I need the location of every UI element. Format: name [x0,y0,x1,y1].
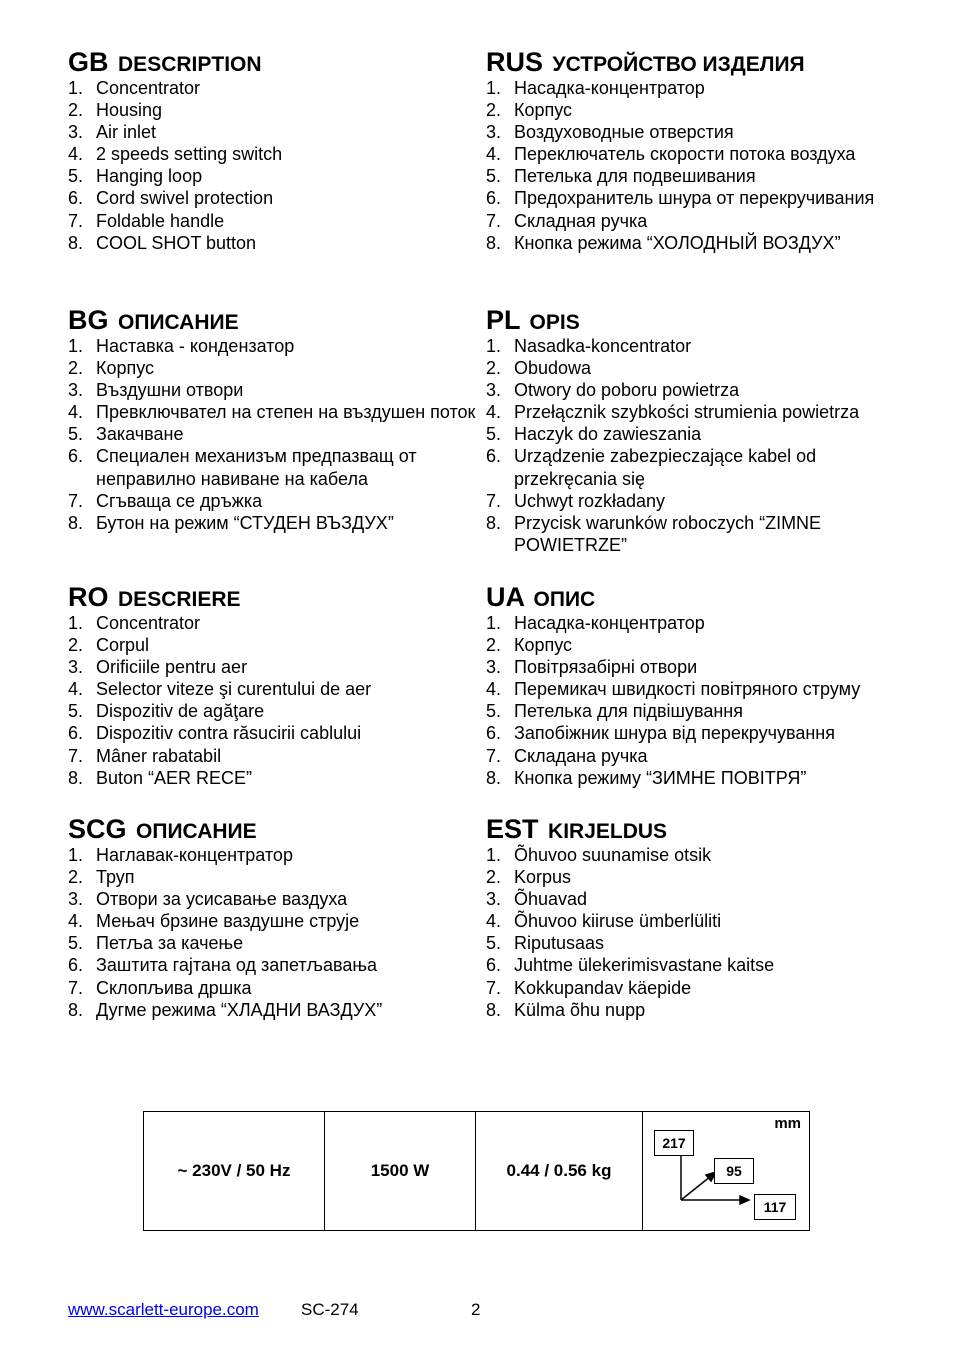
item-text: Selector viteze şi curentului de aer [96,679,372,700]
section-est [486,814,906,1021]
weight-cell: 0.44 / 0.56 kg [476,1112,643,1231]
section-pl [486,305,906,556]
list-item [68,99,488,121]
item-text: Dispozitiv contra răsucirii cablului [96,723,362,744]
item-text: Riputusaas [514,933,605,954]
item-number: 5. [486,166,502,187]
item-number: 7. [486,490,502,511]
item-text: Петелька для подвешивания [514,166,756,187]
list-item [68,232,488,254]
dimension-width: 117 [754,1194,796,1220]
dimension-unit: mm [774,1115,801,1132]
section-title: GB DESCRIPTION [68,47,262,77]
list-item [68,700,488,722]
item-text: Сгъваща се дръжка [96,490,263,511]
item-number: 8. [486,512,502,533]
item-number: 7. [486,210,502,231]
list-item [486,165,906,187]
item-text: Насадка-концентратор [514,78,705,98]
item-number: 6. [68,188,84,209]
item-number: 5. [486,701,502,722]
item-number: 4. [68,402,84,423]
item-number: 8. [68,999,84,1020]
list-item [68,977,488,999]
list-item [486,512,906,556]
item-number: 8. [68,232,84,253]
item-text: Закачване [96,424,184,445]
item-text: Кнопка режиму “ЗИМНЕ ПОВІТРЯ” [514,767,807,788]
item-number: 5. [486,424,502,445]
item-number: 1. [68,78,84,98]
list-item [68,844,488,866]
item-list [486,612,906,789]
dimension-depth: 95 [714,1158,754,1184]
item-number: 8. [486,767,502,788]
item-text: Hanging loop [96,166,203,187]
item-number: 8. [486,999,502,1020]
list-item [68,656,488,678]
list-item [486,932,906,954]
list-item [486,445,906,489]
item-number: 6. [486,188,502,209]
item-text: Uchwyt rozkładany [514,490,666,511]
item-number: 6. [68,955,84,976]
item-text: Corpul [96,635,150,656]
item-number: 2. [68,635,84,656]
item-number: 4. [486,911,502,932]
item-number: 7. [486,745,502,766]
list-item [486,634,906,656]
item-text: Urządzenie zabezpieczające kabel od przekręcania się [514,446,817,489]
list-item [486,423,906,445]
item-number: 7. [486,977,502,998]
item-text: Dispozitiv de agăţare [96,701,265,722]
item-number: 2. [68,358,84,379]
list-item [486,232,906,254]
item-number: 3. [486,657,502,678]
item-number: 7. [68,210,84,231]
list-item [486,77,906,99]
list-item [68,722,488,744]
list-item [486,187,906,209]
item-text: Предохранитель шнура от перекручивания [514,188,875,209]
item-text: Петелька для підвішування [514,701,743,722]
item-text: Складана ручка [514,745,648,766]
power-cell: 1500 W [325,1112,476,1231]
item-text: Otwory do poboru powietrza [514,380,740,401]
item-number: 6. [68,446,84,467]
item-number: 1. [486,336,502,356]
list-item [486,888,906,910]
item-number: 1. [486,613,502,633]
item-list [486,335,906,556]
item-text: Воздуховодные отверстия [514,122,734,143]
item-text: Õhuavad [514,889,588,910]
item-list [486,77,906,254]
list-item [486,678,906,700]
item-number: 7. [68,977,84,998]
item-number: 3. [68,889,84,910]
item-number: 4. [68,911,84,932]
item-number: 3. [68,657,84,678]
list-item [68,335,488,357]
list-item [68,954,488,976]
item-number: 4. [68,679,84,700]
item-list [68,77,488,254]
item-text: Бутон на режим “СТУДЕН ВЪЗДУХ” [96,512,394,533]
item-text: Заштита гајтана од запетљавања [96,955,377,976]
list-item [68,490,488,512]
item-number: 6. [486,955,502,976]
item-number: 4. [68,144,84,165]
item-text: Повітрязабірні отвори [514,657,698,678]
section-ua [486,582,906,789]
item-number: 1. [68,336,84,356]
list-item [486,143,906,165]
item-number: 1. [68,613,84,633]
list-item [486,490,906,512]
list-item [486,722,906,744]
item-text: Труп [96,867,135,888]
item-number: 1. [486,845,502,865]
list-item [68,512,488,534]
item-text: Housing [96,100,163,121]
item-text: 2 speeds setting switch [96,144,283,165]
section-title: RUS УСТРОЙСТВО ИЗДЕЛИЯ [486,47,805,77]
item-text: Переключатель скорости потока воздуха [514,144,856,165]
item-text: Специален механизъм предпазващ от неправилно навиване на кабела [96,446,417,489]
item-text: Õhuvoo kiiruse ümberlüliti [514,911,722,932]
list-item [68,634,488,656]
model-number: SC-274 [301,1300,359,1319]
item-text: Cord swivel protection [96,188,274,209]
item-text: Buton “AER RECE” [96,767,253,788]
item-text: Kokkupandav käepide [514,977,692,998]
item-number: 3. [486,889,502,910]
list-item [68,999,488,1021]
item-text: Складная ручка [514,210,648,231]
item-text: Air inlet [96,122,157,143]
list-item [486,612,906,634]
item-number: 3. [68,380,84,401]
item-text: COOL SHOT button [96,232,257,253]
item-number: 5. [486,933,502,954]
item-text: Foldable handle [96,210,225,231]
item-number: 7. [68,745,84,766]
item-text: Насадка-концентратор [514,613,705,633]
list-item [486,335,906,357]
item-number: 8. [68,767,84,788]
list-item [486,844,906,866]
item-text: Корпус [514,635,573,656]
section-scg [68,814,488,1021]
website-link[interactable]: www.scarlett-europe.com [68,1300,259,1319]
list-item [486,401,906,423]
item-text: Korpus [514,867,572,888]
list-item [486,910,906,932]
item-number: 5. [68,933,84,954]
list-item [68,401,488,423]
section-title: RO DESCRIERE [68,582,241,612]
list-item [486,866,906,888]
list-item [486,977,906,999]
item-text: Külma õhu nupp [514,999,646,1020]
section-title: UA ОПИС [486,582,596,612]
item-text: Nasadka-koncentrator [514,336,692,356]
list-item [68,910,488,932]
item-text: Корпус [514,100,573,121]
item-number: 1. [68,845,84,865]
item-number: 6. [68,723,84,744]
list-item [68,77,488,99]
list-item [68,165,488,187]
item-text: Наглавак-концентратор [96,845,293,865]
list-item [68,932,488,954]
page-number: 2 [471,1300,481,1319]
item-text: Въздушни отвори [96,380,244,401]
list-item [486,121,906,143]
list-item [68,678,488,700]
item-text: Превключвател на степен на въздушен поток [96,402,476,423]
list-item [68,187,488,209]
list-item [486,357,906,379]
section-bg [68,305,488,534]
item-text: Mâner rabatabil [96,745,222,766]
item-number: 5. [68,424,84,445]
specs-table [143,1111,810,1231]
item-text: Przycisk warunków roboczych “ZIMNE POWIETRZE” [514,512,822,555]
section-title: EST KIRJELDUS [486,814,668,844]
list-item [486,700,906,722]
list-item [486,954,906,976]
item-number: 3. [486,380,502,401]
list-item [486,656,906,678]
item-number: 5. [68,166,84,187]
item-number: 3. [68,122,84,143]
item-number: 4. [486,679,502,700]
item-text: Haczyk do zawieszania [514,424,702,445]
item-text: Петља за качење [96,933,244,954]
item-text: Склопљива дршка [96,977,252,998]
item-number: 6. [486,723,502,744]
section-rus [486,47,906,254]
item-text: Õhuvoo suunamise otsik [514,845,712,865]
item-number: 2. [486,635,502,656]
list-item [486,379,906,401]
section-ro [68,582,488,789]
list-item [486,767,906,789]
item-number: 4. [486,144,502,165]
item-number: 2. [68,100,84,121]
item-text: Перемикач швидкості повітряного струму [514,679,861,700]
item-number: 8. [68,512,84,533]
list-item [68,143,488,165]
item-text: Orificiile pentru aer [96,657,248,678]
item-text: Przełącznik szybkości strumienia powietrza [514,402,860,423]
list-item [68,866,488,888]
item-text: Juhtme ülekerimisvastane kaitse [514,955,775,976]
item-number: 7. [68,490,84,511]
dimensions-cell [643,1112,810,1231]
item-number: 2. [486,867,502,888]
item-list [486,844,906,1021]
item-number: 2. [68,867,84,888]
item-number: 5. [68,701,84,722]
item-text: Concentrator [96,613,201,633]
list-item [486,745,906,767]
list-item [68,612,488,634]
item-number: 1. [486,78,502,98]
list-item [68,767,488,789]
list-item [68,379,488,401]
item-text: Concentrator [96,78,201,98]
list-item [486,99,906,121]
item-text: Корпус [96,358,155,379]
list-item [486,999,906,1021]
item-text: Мењач брзине ваздушне струје [96,911,360,932]
item-text: Obudowa [514,358,592,379]
item-number: 3. [486,122,502,143]
list-item [486,210,906,232]
item-text: Запобіжник шнура від перекручування [514,723,835,744]
item-text: Отвори за усисавање ваздуха [96,889,348,910]
item-number: 2. [486,100,502,121]
item-list [68,335,488,534]
item-number: 2. [486,358,502,379]
item-list [68,612,488,789]
item-number: 8. [486,232,502,253]
item-list [68,844,488,1021]
section-title: PL OPIS [486,305,580,335]
item-number: 4. [486,402,502,423]
section-gb [68,47,488,254]
item-number: 6. [486,446,502,467]
item-text: Дугме режима “ХЛАДНИ ВАЗДУХ” [96,999,383,1020]
section-title: SCG ОПИСАНИЕ [68,814,257,844]
dimension-height: 217 [654,1130,694,1156]
voltage-cell: ~ 230V / 50 Hz [144,1112,325,1231]
list-item [68,445,488,489]
list-item [68,121,488,143]
list-item [68,357,488,379]
list-item [68,423,488,445]
list-item [68,888,488,910]
section-title: BG ОПИСАНИЕ [68,305,239,335]
item-text: Наставка - кондензатор [96,336,295,356]
list-item [68,210,488,232]
list-item [68,745,488,767]
item-text: Кнопка режима “ХОЛОДНЫЙ ВОЗДУХ” [514,232,841,253]
